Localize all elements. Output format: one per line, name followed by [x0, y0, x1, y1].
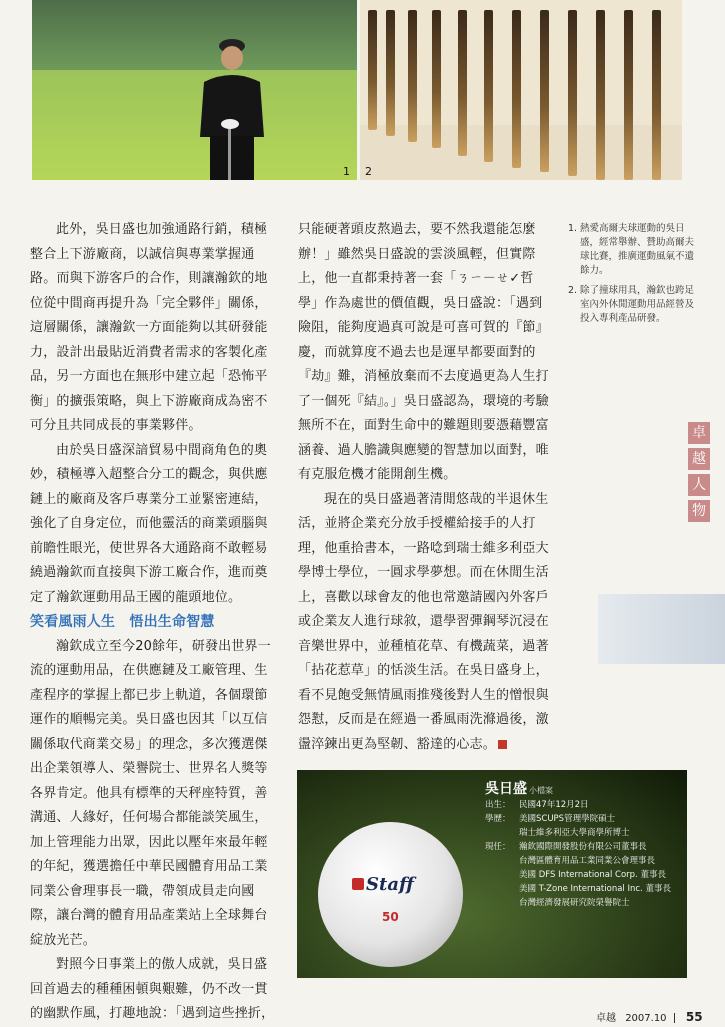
golfer-photo — [32, 0, 357, 180]
caption-text: 熱愛高爾夫球運動的吳日盛，經常舉辦、贊助高爾夫球比賽，推廣運動風氣不遺餘力。 — [580, 223, 695, 276]
paragraph: 此外，吳日盛也加強通路行銷，積極整合上下游廠商，以誠信與專業掌握通路。而與下游客戶的合作，則讓瀚欽的地位從中間商再提升為「完全夥伴」關係，這層關係，讓瀚欽一方面能夠以其研發能力，設計出最貼近消費者需求的客製化產品，另一方面也在無形中建立起「恐怖平衡」的擴張策略，與上下游廠商成為密不可分且共同成長的事業夥伴。 — [30, 222, 268, 433]
magazine-name: 卓越 — [596, 1013, 616, 1024]
page-footer — [596, 1009, 703, 1024]
section-tag-char: 卓 — [688, 422, 710, 444]
bleed-through-image — [598, 594, 725, 664]
profile-row-job — [485, 840, 681, 854]
photo-number-1: 1 — [343, 165, 350, 178]
profile-subtitle: 小檔案 — [529, 786, 553, 795]
profile-value: 美國 T-Zone International Inc. 董事長 — [519, 884, 671, 894]
section-tag-char: 越 — [688, 448, 710, 470]
ball-number: 50 — [382, 910, 399, 924]
cue-stick — [652, 10, 661, 180]
article-left-column — [30, 218, 278, 1027]
end-mark-icon — [498, 740, 507, 749]
profile-name: 吳日盛 — [485, 781, 527, 797]
brand-logo-icon — [352, 878, 364, 890]
photo-captions — [568, 222, 703, 332]
golfer-figure — [192, 32, 272, 180]
profile-label: 出生： — [485, 800, 511, 810]
paragraph: 對照今日事業上的傲人成就，吳日盛回首過去的種種困頓與艱難，仍不改一貫的幽默作風，打趣地說：「遇到這些挫折， — [30, 957, 275, 1021]
section-tag — [688, 422, 714, 526]
cue-stick — [624, 10, 633, 180]
profile-value: 瀚欽國際開發股份有限公司董事長 — [519, 842, 647, 852]
article-middle-column — [298, 218, 550, 757]
cue-stick — [408, 10, 417, 142]
paragraph-text: 只能硬著頭皮熬過去，要不然我還能怎麼辦！」雖然吳日盛說的雲淡風輕，但實際上，他一直都秉持著一套「ㄋㄧ－ㄝ✓哲學」作為處世的價值觀，吳日盛說：「遇到險阻，能夠度過真可說是可喜可賀的『節』慶，而就算度不過去也是運早都要面對的『劫』難，消極放棄而不去度過更為人生打了一個死『結』。」吳日盛認為，環境的考驗無所不在，面對生命中的難題則要憑藉豐富涵養、過人膽識與應變的智慧加以面對，唯有克服危機才能開創生機。 — [298, 222, 550, 482]
cue-stick — [368, 10, 377, 130]
golf-ball — [318, 822, 463, 967]
paragraph — [298, 218, 550, 488]
footer-divider — [674, 1013, 675, 1023]
cue-rack-photo — [360, 0, 682, 180]
cue-stick — [484, 10, 493, 162]
paragraph-text: 現在的吳日盛過著清閒悠哉的半退休生活，並將企業充分放手授權給接手的人打理，他重拾書本，一路唸到瑞士維多利亞大學博士學位，一圓求學夢想。而在休閒生活上，喜歡以球會友的他也常邀請國內外客戶或企業友人進行球敘，還學習彈鋼琴沉浸在音樂世界中，並種植花草、有機蔬菜，過著「拈花惹草」的恬淡生活。在吳日盛身上，看不見飽受無情風雨推殘後對人生的憎恨與怨懟，反而是在經過一番風雨洗滌過後，激盪淬鍊出更為堅韌、豁達的心志。 — [298, 491, 549, 752]
profile-label: 學歷： — [485, 814, 511, 824]
section-tag-char: 物 — [688, 500, 710, 522]
profile-box — [485, 782, 681, 910]
cue-stick — [540, 10, 549, 172]
photo-number-2: 2 — [365, 165, 372, 178]
page-number: 55 — [685, 1010, 703, 1024]
profile-value: 民國47年12月2日 — [519, 800, 589, 810]
section-tag-char: 人 — [688, 474, 710, 496]
paragraph: 瀚欽成立至今20餘年，研發出世界一流的運動用品，在供應鏈及工廠管理、生產程序的掌握上都已步上軌道，各個環節運作的順暢完美。吳日盛也因其「以互信關係取代商業交易」的理念，多次獲選傑出企業領導人、榮譽院士、世界名人獎等各界肯定。他具有標準的天秤座特質，善溝通、人緣好，任何場合都能談笑風生，加上管理能力出眾，因此以壓年來最年輕的年紀，獲選擔任中華民國體育用品工業同業公會理事長一職，帶領成員走向國際，讓台灣的體育用品產業站上全球舞台綻放光芒。 — [30, 638, 271, 948]
caption-number: 1. — [568, 223, 578, 234]
profile-value: 瑞士維多利亞大學商學所博士 — [519, 828, 630, 838]
profile-row-education — [485, 812, 681, 826]
ball-brand-text: Staff — [366, 874, 414, 895]
caption-item — [568, 222, 703, 278]
profile-row-birth — [485, 798, 681, 812]
paragraph — [298, 488, 550, 758]
profile-label: 現任： — [485, 842, 511, 852]
caption-item — [568, 284, 703, 326]
profile-value: 台灣區體育用品工業同業公會理事長 — [519, 856, 656, 866]
cue-stick — [386, 10, 395, 136]
golf-ball-photo — [297, 770, 687, 978]
cue-stick — [568, 10, 577, 176]
paragraph: 由於吳日盛深諳貿易中間商角色的奧妙，積極導入超整合分工的觀念，與供應鏈上的廠商及客戶專業分工並緊密連結，強化了自身定位，而他靈活的商業頭腦與前瞻性眼光，使世界各大通路商不敢輕易繞過瀚欽而直接與下游工廠合作，進而奠定了瀚欽運動用品王國的龍頭地位。 — [30, 442, 268, 605]
profile-value: 美國 DFS International Corp. 董事長 — [519, 870, 666, 880]
profile-value: 美國SCUPS管理學院碩士 — [519, 814, 616, 824]
cue-stick — [432, 10, 441, 148]
section-heading: 笑看風雨人生 悟出生命智慧 — [30, 614, 215, 630]
cue-stick — [512, 10, 521, 168]
cue-stick — [596, 10, 605, 180]
cue-stick — [458, 10, 467, 156]
issue-date: 2007.10 — [625, 1013, 667, 1024]
caption-text: 除了撞球用具，瀚欽也跨足室內外休閒運動用品經營及投入專利產品研發。 — [580, 285, 695, 324]
profile-value: 台灣經濟發展研究院榮譽院士 — [519, 898, 630, 908]
caption-number: 2. — [568, 285, 578, 296]
